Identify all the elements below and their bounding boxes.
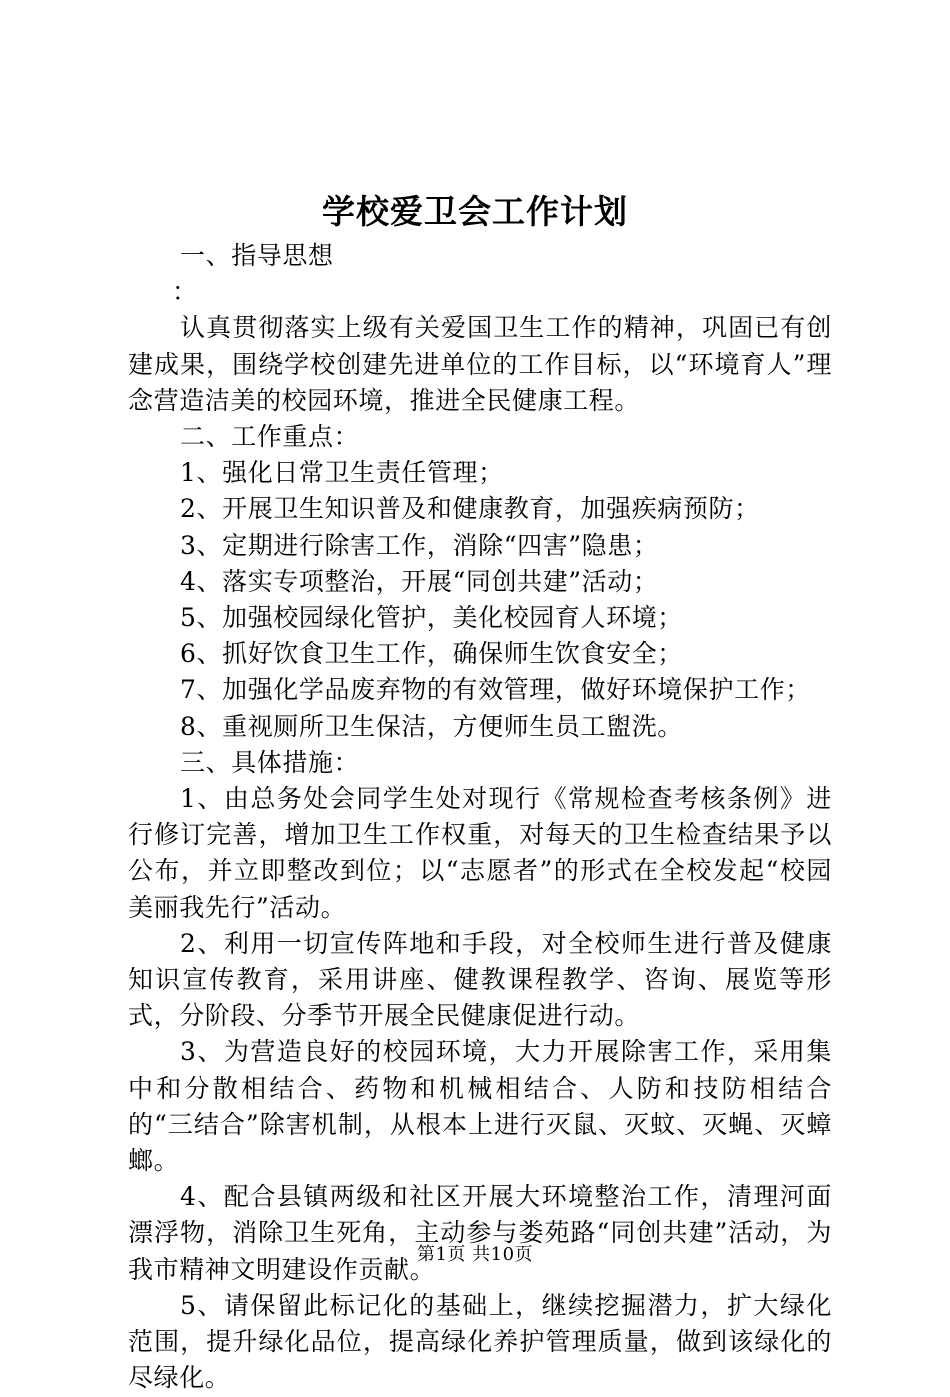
priority-item: 1、强化日常卫生责任管理； (180, 458, 504, 488)
priority-item: 3、定期进行除害工作，消除“四害”隐患； (180, 530, 659, 560)
section-heading-work-priorities: 二、工作重点： (180, 422, 360, 452)
document-body (128, 238, 832, 1397)
document-title: 学校爱卫会工作计划 (322, 192, 628, 231)
section-colon: ： (172, 277, 198, 307)
priority-item: 8、重视厕所卫生保洁，方便师生员工盥洗。 (180, 711, 683, 741)
guiding-ideology-paragraph: 认真贯彻落实上级有关爱国卫生工作的精神，巩固已有创建成果，围绕学校创建先进单位的工作目标，以“环境育人”理念营造洁美的校园环境，推进全民健康工程。 (128, 313, 832, 415)
page-number-footer: 第1页 共10页 (416, 1244, 534, 1265)
measure-paragraph: 2、利用一切宣传阵地和手段，对全校师生进行普及健康知识宣传教育，采用讲座、健教课程教学、咨询、展览等形式，分阶段、分季节开展全民健康促进行动。 (128, 928, 832, 1031)
section-heading-guiding-ideology: 一、指导思想 (180, 241, 334, 270)
priority-item: 6、抓好饮食卫生工作，确保师生饮食安全； (180, 639, 683, 669)
measure-paragraph: 4、配合县镇两级和社区开展大环境整治工作，清理河面漂浮物，消除卫生死角，主动参与娄苑路“同创共建”活动，为我市精神文明建设作贡献。 (128, 1182, 832, 1284)
priority-item: 4、落实专项整治，开展“同创共建”活动； (180, 566, 659, 596)
section-heading-specific-measures: 三、具体措施： (180, 747, 360, 777)
priority-item: 7、加强化学品废弃物的有效管理，做好环境保护工作； (180, 675, 811, 705)
priority-item: 2、开展卫生知识普及和健康教育，加强疾病预防； (180, 494, 760, 524)
measure-paragraph: 3、为营造良好的校园环境，大力开展除害工作，采用集中和分散相结合、药物和机械相结合、人防和技防相结合的“三结合”除害机制，从根本上进行灭鼠、灭蚊、灭蝇、灭蟑螂。 (128, 1037, 832, 1176)
measure-paragraph: 1、由总务处会同学生处对现行《常规检查考核条例》进行修订完善，增加卫生工作权重，对每天的卫生检查结果予以公布，并立即整改到位；以“志愿者”的形式在全校发起“校园美丽我先行”活动。 (128, 784, 832, 922)
priority-item: 5、加强校园绿化管护，美化校园育人环境； (180, 603, 683, 633)
measure-paragraph: 5、请保留此标记化的基础上，继续挖掘潜力，扩大绿化范围，提升绿化品位，提高绿化养护管理质量，做到该绿化的尽绿化。 (128, 1290, 832, 1393)
